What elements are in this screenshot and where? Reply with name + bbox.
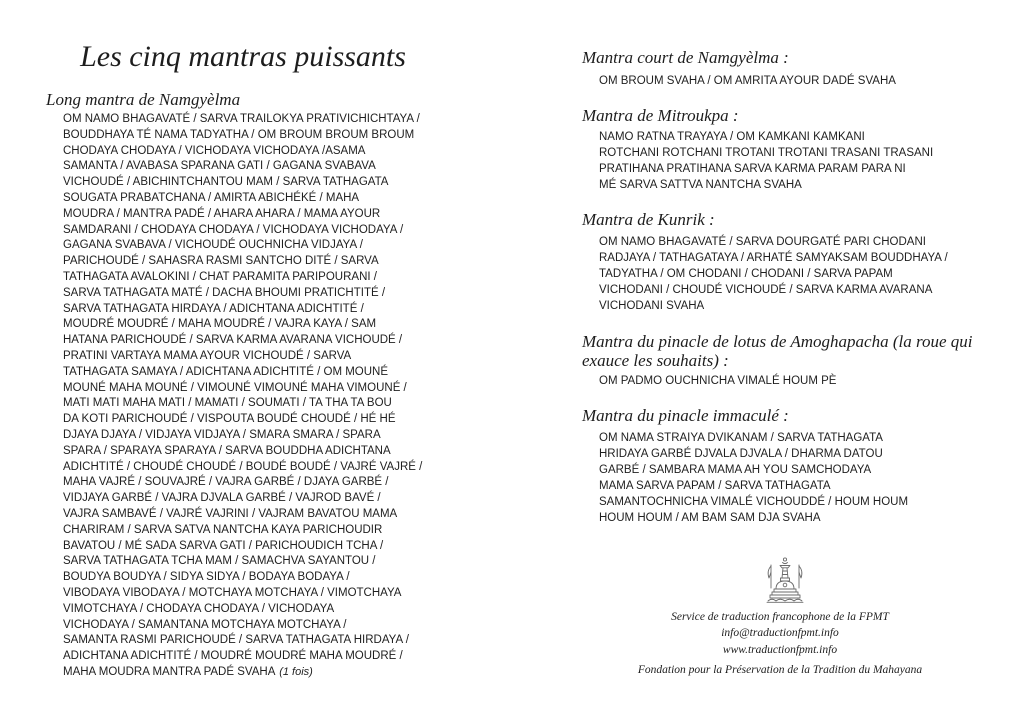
long-mantra-line-text: MAHA MOUDRA MANTRA PADÉ SVAHA	[63, 665, 276, 678]
footer-email: info@traductionfpmt.info	[721, 627, 839, 639]
mantra-line: PRATIHANA PRATIHANA SARVA KARMA PARAM PARA NI	[599, 163, 906, 175]
long-mantra-last-line	[63, 665, 422, 681]
mantra-line: ROTCHANI ROTCHANI TROTANI TROTANI TRASANI TRASANI	[599, 147, 934, 159]
section-heading: Mantra de Kunrik :	[582, 210, 715, 229]
section-heading	[582, 332, 972, 370]
long-mantra-line: VIDJAYA GARBÉ / VAJRA DJVALA GARBÉ / VAJROD BAVÉ /	[63, 492, 381, 505]
footer-foundation: Fondation pour la Préservation de la Tradition du Mahayana	[637, 664, 923, 676]
section-mantra-text	[599, 234, 948, 314]
long-mantra-line: VIMOTCHAYA / CHODAYA CHODAYA / VICHODAYA	[63, 602, 335, 615]
long-mantra-line: OM NAMO BHAGAVATÉ / SARVA TRAILOKYA PRATIVICHICHTAYA /	[63, 113, 420, 125]
long-mantra-line: SOUGATA PRABATCHANA / AMIRTA ABICHÉKÉ / MAHA	[63, 191, 360, 204]
section-heading: Mantra du pinacle immaculé :	[582, 406, 789, 425]
mantra-line: GARBÉ / SAMBARA MAMA AH YOU SAMCHODAYA	[599, 464, 872, 476]
long-mantra-line: MATI MATI MAHA MATI / MAMATI / SOUMATI / TA THA TA BOU	[63, 397, 392, 410]
long-mantra-line: MOUNÉ MAHA MOUNÉ / VIMOUNÉ VIMOUNÉ MAHA VIMOUNÉ /	[63, 381, 407, 394]
long-mantra-line: BOUDDHAYA TÉ NAMA TADYATHA / OM BROUM BROUM BROUM	[63, 128, 415, 141]
section-mantra-text	[599, 73, 896, 89]
long-mantra-line: SARVA TATHAGATA MATÉ / DACHA BHOUMI PRATICHTITÉ /	[63, 286, 386, 299]
long-mantra-line: BOUDYA BOUDYA / SIDYA SIDYA / BODAYA BODAYA /	[63, 571, 350, 584]
long-mantra-line: SARVA TATHAGATA TCHA MAM / SAMACHVA SAYANTOU /	[63, 555, 376, 568]
long-mantra-line: PARICHOUDÉ / SAHASRA RASMI SANTCHO DITÉ / SARVA	[63, 255, 379, 268]
mantra-line: VICHODANI SVAHA	[599, 300, 705, 312]
footer-service: Service de traduction francophone de la FPMT	[671, 611, 889, 623]
long-mantra-line: PRATINI VARTAYA MAMA AYOUR VICHOUDÉ / SARVA	[63, 349, 352, 362]
mantra-line: SAMANTOCHNICHA VIMALÉ VICHOUDDÉ / HOUM HOUM	[599, 496, 909, 508]
long-mantra-line: HATANA PARICHOUDÉ / SARVA KARMA AVARANA VICHOUDÉ /	[63, 334, 403, 347]
long-mantra-line: SPARA / SPARAYA SPARAYA / SARVA BOUDDHA ADICHTANA	[63, 444, 391, 457]
mantra-line: OM NAMO BHAGAVATÉ / SARVA DOURGATÉ PARI CHODANI	[599, 236, 926, 248]
mantra-line: RADJAYA / TATHAGATAYA / ARHATÉ SAMYAKSAM BOUDDHAYA /	[599, 252, 948, 264]
mantra-line: TADYATHA / OM CHODANI / CHODANI / SARVA PAPAM	[599, 268, 893, 280]
long-mantra-line: GAGANA SVABAVA / VICHOUDÉ OUCHNICHA VIDJAYA /	[63, 239, 363, 252]
mantra-line: OM BROUM SVAHA / OM AMRITA AYOUR DADÉ SVAHA	[599, 75, 896, 87]
section-heading: Mantra court de Namgyèlma :	[582, 48, 789, 67]
long-mantra-line: CHODAYA CHODAYA / VICHODAYA VICHODAYA /ASAMA	[63, 144, 366, 157]
long-mantra-line: DA KOTI PARICHOUDÉ / VISPOUTA BOUDÉ CHOUDÉ / HÉ HÉ	[63, 413, 396, 426]
mantra-line: OM NAMA STRAIYA DVIKANAM / SARVA TATHAGATA	[599, 432, 883, 444]
long-mantra-line: SAMDARANI / CHODAYA CHODAYA / VICHODAYA VICHODAYA /	[63, 223, 404, 236]
page-title: Les cinq mantras puissants	[80, 40, 406, 73]
mantra-line: NAMO RATNA TRAYAYA / OM KAMKANI KAMKANI	[599, 131, 865, 143]
mantra-line: OM PADMO OUCHNICHA VIMALÉ HOUM PÈ	[599, 375, 837, 387]
long-mantra-line: CHARIRAM / SARVA SATVA NANTCHA KAYA PARICHOUDIR	[63, 523, 383, 536]
long-mantra-line: ADICHTITÉ / CHOUDÉ CHOUDÉ / BOUDÉ BOUDÉ / VAJRÉ VAJRÉ /	[63, 460, 423, 473]
mantra-line: HOUM HOUM / AM BAM SAM DJA SVAHA	[599, 512, 821, 524]
long-mantra-line: BAVATOU / MÉ SADA SARVA GATI / PARICHOUDICH TCHA /	[63, 539, 384, 552]
long-mantra-line: TATHAGATA AVALOKINI / CHAT PARAMITA PARIPOURANI /	[63, 270, 377, 283]
mantra-line: VICHODANI / CHOUDÉ VICHOUDÉ / SARVA KARMA AVARANA	[599, 284, 933, 296]
long-mantra-text	[63, 112, 422, 681]
long-mantra-line: VICHODAYA / SAMANTANA MOTCHAYA MOTCHAYA /	[63, 618, 347, 631]
long-mantra-line: MAHA VAJRÉ / SOUVAJRÉ / VAJRA GARBÉ / DJAYA GARBÉ /	[63, 476, 389, 489]
section-mantra-text	[599, 430, 908, 526]
long-mantra-line: SAMANTA RASMI PARICHOUDÉ / SARVA TATHAGATA HIRDAYA /	[63, 634, 409, 647]
section-mantra-text	[599, 373, 836, 389]
long-mantra-line: SAMANTA / AVABASA SPARANA GATI / GAGANA SVABAVA	[63, 160, 376, 173]
long-mantra-line: VIBODAYA VIBODAYA / MOTCHAYA MOTCHAYA / VIMOTCHAYA	[63, 586, 402, 599]
section-mantra-text	[599, 129, 933, 193]
long-mantra-line: DJAYA DJAYA / VIDJAYA VIDJAYA / SMARA SMARA / SPARA	[63, 428, 381, 441]
long-mantra-line: VICHOUDÉ / ABICHINTCHANTOU MAM / SARVA TATHAGATA	[63, 176, 389, 189]
long-mantra-line: MOUDRA / MANTRA PADÉ / AHARA AHARA / MAMA AYOUR	[63, 207, 381, 220]
long-mantra-heading: Long mantra de Namgyèlma	[46, 90, 241, 109]
long-mantra-line: ADICHTANA ADICHTITÉ / MOUDRÉ MOUDRÉ MAHA MOUDRÉ /	[63, 650, 403, 663]
section-heading-line: exauce les souhaits) :	[582, 351, 729, 370]
section-heading-line: Mantra du pinacle de lotus de Amoghapacha (la roue qui	[582, 332, 973, 351]
long-mantra-line: VAJRA SAMBAVÉ / VAJRÉ VAJRINI / VAJRAM BAVATOU MAMA	[63, 507, 398, 520]
long-mantra-line: TATHAGATA SAMAYA / ADICHTANA ADICHTITÉ / OM MOUNÉ	[63, 365, 389, 378]
mantra-line: MÉ SARVA SATTVA NANTCHA SVAHA	[599, 179, 802, 191]
stupa-emblem-icon	[762, 556, 808, 604]
long-mantra-line: SARVA TATHAGATA HIRDAYA / ADICHTANA ADICHTITÉ /	[63, 302, 364, 315]
section-heading: Mantra de Mitroukpa :	[582, 106, 739, 125]
repetition-note: (1 fois)	[279, 665, 313, 678]
long-mantra-line: MOUDRÉ MOUDRÉ / MAHA MOUDRÉ / VAJRA KAYA / SAM	[63, 318, 377, 331]
mantra-line: HRIDAYA GARBÉ DJVALA DJVALA / DHARMA DATOU	[599, 448, 883, 460]
mantra-line: MAMA SARVA PAPAM / SARVA TATHAGATA	[599, 480, 831, 492]
footer-website: www.traductionfpmt.info	[722, 644, 838, 656]
